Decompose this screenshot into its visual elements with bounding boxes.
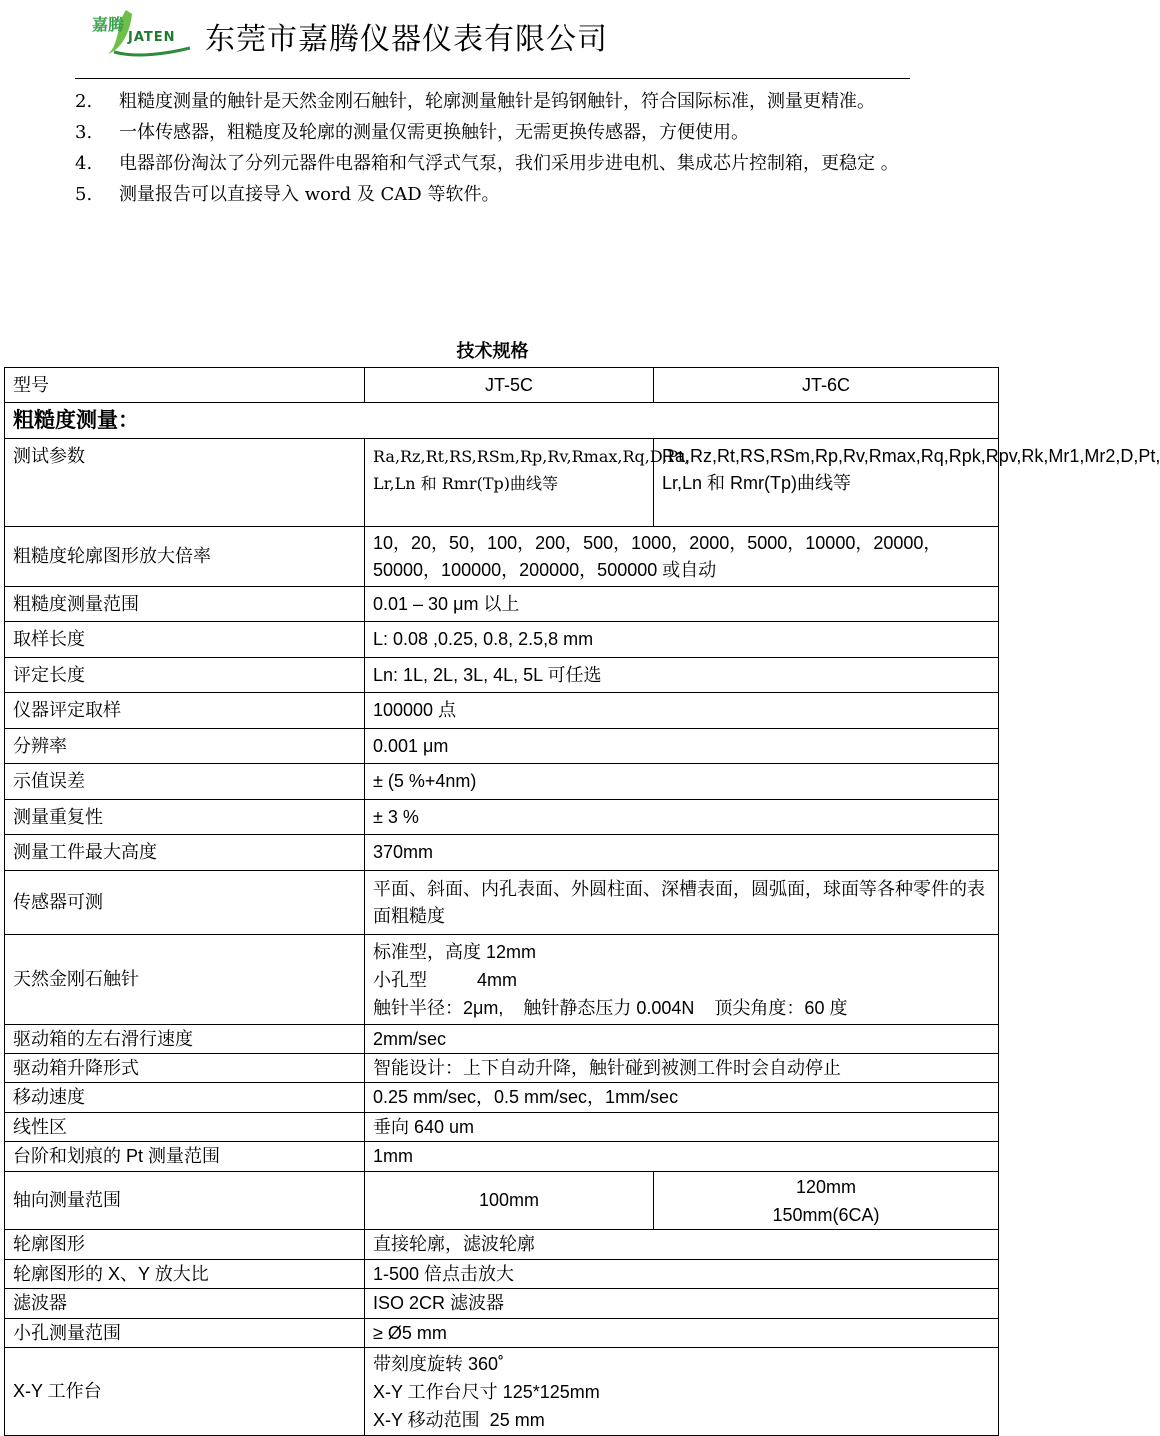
row-value: 1mm [365,1142,999,1172]
params-jt5c: Ra,Rz,Rt,RS,RSm,Rp,Rv,Rmax,Rq,D,Pt, Lr,Ln 和 Rmr(Tp)曲线等 [365,439,654,527]
feature-number: 5. [75,184,93,205]
table-row [5,729,999,764]
row-label: 驱动箱升降形式 [5,1054,365,1083]
table-row [5,764,999,800]
row-value: 垂向 640 um [365,1113,999,1142]
section-heading: 粗糙度测量： [5,403,999,439]
row-label: 取样长度 [5,622,365,658]
axial-jt6c [654,1172,999,1230]
table-row [5,658,999,693]
table-row [5,1230,999,1260]
table-row [5,800,999,835]
row-value: 100000 点 [365,693,999,729]
table-row [5,1172,999,1230]
row-value: 10，20，50，100，200，500，1000，2000，5000，10000，20000，50000，100000，200000，500000 或自动 [365,527,999,587]
row-label: 测量重复性 [5,800,365,835]
row-value: 0.01 – 30 μm 以上 [365,587,999,622]
axial-jt6c-line2: 150mm(6CA) [772,1204,880,1225]
row-value: ISO 2CR 滤波器 [365,1289,999,1319]
row-value: ≥ Ø5 mm [365,1319,999,1348]
feature-number: 4. [75,153,93,174]
stylus-small-hole: 小孔型 4mm [373,969,518,990]
row-label: 驱动箱的左右滑行速度 [5,1025,365,1054]
row-value: 平面、斜面、内孔表面、外圆柱面、深槽表面，圆弧面，球面等各种零件的表面粗糙度 [365,871,999,935]
xy-table-size: X-Y 工作台尺寸 125*125mm [373,1381,600,1402]
row-label: 移动速度 [5,1083,365,1113]
table-row [5,439,999,527]
row-value: 370mm [365,835,999,871]
feature-text: 测量报告可以直接导入 word 及 CAD 等软件。 [119,184,500,205]
row-value [365,935,999,1025]
row-label: 天然金刚石触针 [5,935,365,1025]
row-value: 0.25 mm/sec，0.5 mm/sec，1mm/sec [365,1083,999,1113]
row-value: 智能设计：上下自动升降，触针碰到被测工件时会自动停止 [365,1054,999,1083]
row-label: 线性区 [5,1113,365,1142]
row-value: L: 0.08 ,0.25, 0.8, 2.5,8 mm [365,622,999,658]
table-row [5,587,999,622]
feature-number: 3. [75,122,93,143]
stylus-spec: 触针半径：2μm, 触针静态压力 0.004N 顶尖角度：60 度 [373,997,848,1018]
row-label: 轮廓图形 [5,1230,365,1260]
header-divider [75,78,910,79]
table-row [5,1289,999,1319]
row-label: 粗糙度测量范围 [5,587,365,622]
logo-cn-text: 嘉腾 [92,15,125,34]
feature-text: 电器部份淘汰了分列元器件电器箱和气浮式气泵，我们采用步进电机、集成芯片控制箱，更稳定 。 [119,153,899,174]
table-row [5,835,999,871]
feature-item [75,86,915,117]
table-row [5,527,999,587]
row-label: 测试参数 [5,439,365,527]
row-label: 仪器评定取样 [5,693,365,729]
row-label: 轮廓图形的 X、Y 放大比 [5,1260,365,1289]
xy-table-rotation: 带刻度旋转 360˚ [373,1353,505,1374]
row-value: 2mm/sec [365,1025,999,1054]
table-row [5,1142,999,1172]
row-label: 示值误差 [5,764,365,800]
row-label: 型号 [5,368,365,403]
model-jt5c: JT-5C [365,368,654,403]
table-row [5,1113,999,1142]
row-value: ± (5 %+4nm) [365,764,999,800]
row-value: 1-500 倍点击放大 [365,1260,999,1289]
row-label: 分辨率 [5,729,365,764]
model-jt6c: JT-6C [654,368,999,403]
feature-item [75,148,915,179]
row-label: 滤波器 [5,1289,365,1319]
feature-list [75,86,915,210]
row-value [365,1348,999,1436]
row-value: ± 3 % [365,800,999,835]
row-label: 评定长度 [5,658,365,693]
table-row [5,1319,999,1348]
params-jt6c: Ra,Rz,Rt,RS,RSm,Rp,Rv,Rmax,Rq,Rpk,Rpv,Rk,Mr1,Mr2,D,Pt, Lr,Ln 和 Rmr(Tp)曲线等 [654,439,999,527]
company-logo [86,4,196,60]
xy-table-travel: X-Y 移动范围 25 mm [373,1409,545,1430]
table-row [5,622,999,658]
company-name: 东莞市嘉腾仪器仪表有限公司 [205,22,608,57]
row-label: 传感器可测 [5,871,365,935]
row-label: X-Y 工作台 [5,1348,365,1436]
row-label: 台阶和划痕的 Pt 测量范围 [5,1142,365,1172]
feature-text: 粗糙度测量的触针是天然金刚石触针，轮廓测量触针是钨钢触针，符合国际标准，测量更精准。 [119,91,875,112]
table-row [5,1260,999,1289]
feature-item [75,117,915,148]
table-row [5,935,999,1025]
row-label: 轴向测量范围 [5,1172,365,1230]
row-value: Ln: 1L, 2L, 3L, 4L, 5L 可任选 [365,658,999,693]
stylus-standard: 标准型，高度 12mm [373,941,537,962]
table-row [5,368,999,403]
row-label: 小孔测量范围 [5,1319,365,1348]
row-value: 0.001 μm [365,729,999,764]
row-label: 粗糙度轮廓图形放大倍率 [5,527,365,587]
table-row [5,1348,999,1436]
feature-text: 一体传感器，粗糙度及轮廓的测量仅需更换触针，无需更换传感器，方便使用。 [119,122,749,143]
table-row [5,1025,999,1054]
table-row [5,403,999,439]
table-row [5,871,999,935]
table-row [5,1083,999,1113]
table-row [5,1054,999,1083]
row-value: 直接轮廓，滤波轮廓 [365,1230,999,1260]
axial-jt5c: 100mm [365,1172,654,1230]
table-row [5,693,999,729]
spec-table-title: 技术规格 [456,341,529,362]
logo-en-text: JATEN [128,30,176,45]
row-label: 测量工件最大高度 [5,835,365,871]
feature-number: 2. [75,91,93,112]
page-header [0,0,1000,82]
axial-jt6c-line1: 120mm [795,1176,857,1197]
feature-item [75,179,915,210]
spec-table [4,367,1160,1436]
